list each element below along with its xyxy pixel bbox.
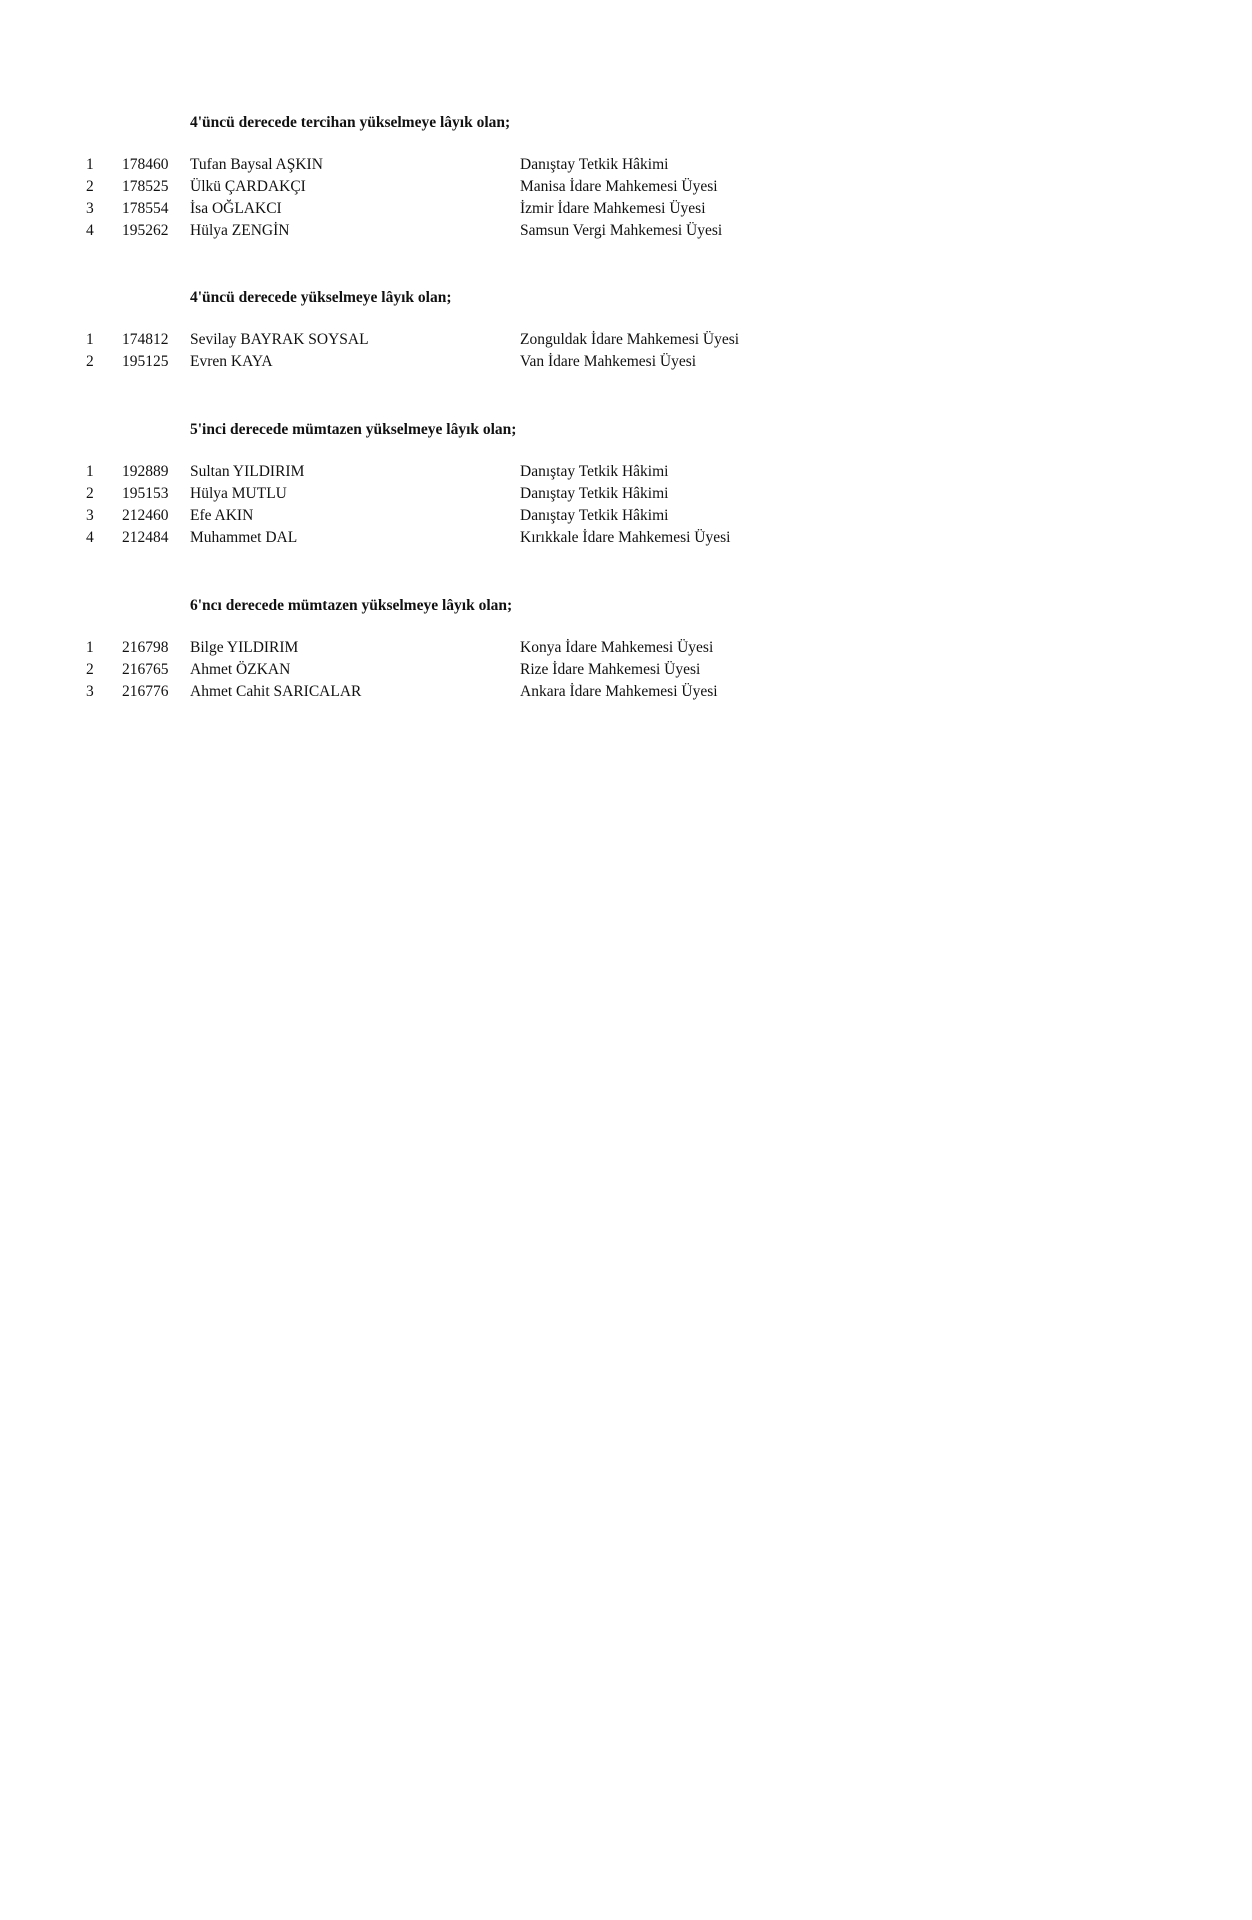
row-number: 3 [86, 200, 94, 217]
list-item [0, 529, 1252, 551]
person-name: Hülya ZENGİN [190, 222, 290, 239]
office-title: Samsun Vergi Mahkemesi Üyesi [520, 222, 723, 239]
row-number: 2 [86, 178, 94, 195]
office-title: Manisa İdare Mahkemesi Üyesi [520, 178, 718, 195]
office-title: Konya İdare Mahkemesi Üyesi [520, 639, 714, 656]
registry-number: 195125 [122, 353, 169, 370]
person-name: İsa OĞLAKCI [190, 200, 282, 217]
person-name: Evren KAYA [190, 353, 273, 370]
office-title: Danıştay Tetkik Hâkimi [520, 507, 669, 524]
list-item [0, 156, 1252, 178]
list-item [0, 200, 1252, 222]
office-title: Rize İdare Mahkemesi Üyesi [520, 661, 701, 678]
list-item [0, 178, 1252, 200]
list-item [0, 463, 1252, 485]
section-title: 6'ncı derecede mümtazen yükselmeye lâyık olan; [190, 597, 513, 614]
registry-number: 216798 [122, 639, 169, 656]
office-title: Zonguldak İdare Mahkemesi Üyesi [520, 331, 740, 348]
row-number: 4 [86, 222, 94, 239]
person-name: Sultan YILDIRIM [190, 463, 305, 480]
row-number: 3 [86, 683, 94, 700]
list-item [0, 639, 1252, 661]
row-number: 1 [86, 463, 94, 480]
row-number: 2 [86, 353, 94, 370]
list [0, 331, 1252, 375]
person-name: Hülya MUTLU [190, 485, 287, 502]
person-name: Ahmet Cahit SARICALAR [190, 683, 362, 700]
list [0, 156, 1252, 244]
registry-number: 195153 [122, 485, 169, 502]
person-name: Sevilay BAYRAK SOYSAL [190, 331, 369, 348]
office-title: Ankara İdare Mahkemesi Üyesi [520, 683, 718, 700]
person-name: Tufan Baysal AŞKIN [190, 156, 323, 173]
row-number: 2 [86, 661, 94, 678]
office-title: Kırıkkale İdare Mahkemesi Üyesi [520, 529, 731, 546]
office-title: Van İdare Mahkemesi Üyesi [520, 353, 697, 370]
list-item [0, 331, 1252, 353]
person-name: Efe AKIN [190, 507, 254, 524]
person-name: Ülkü ÇARDAKÇI [190, 178, 306, 195]
registry-number: 178525 [122, 178, 169, 195]
registry-number: 212460 [122, 507, 169, 524]
registry-number: 178554 [122, 200, 169, 217]
row-number: 3 [86, 507, 94, 524]
section-title: 5'inci derecede mümtazen yükselmeye lâyık olan; [190, 421, 517, 438]
registry-number: 178460 [122, 156, 169, 173]
list-item [0, 661, 1252, 683]
row-number: 1 [86, 331, 94, 348]
list-item [0, 683, 1252, 705]
office-title: Danıştay Tetkik Hâkimi [520, 463, 669, 480]
office-title: Danıştay Tetkik Hâkimi [520, 485, 669, 502]
registry-number: 174812 [122, 331, 169, 348]
list [0, 639, 1252, 705]
office-title: Danıştay Tetkik Hâkimi [520, 156, 669, 173]
section-title: 4'üncü derecede yükselmeye lâyık olan; [190, 289, 452, 306]
person-name: Muhammet DAL [190, 529, 298, 546]
registry-number: 195262 [122, 222, 169, 239]
list-item [0, 353, 1252, 375]
person-name: Ahmet ÖZKAN [190, 661, 291, 678]
list-item [0, 222, 1252, 244]
list [0, 463, 1252, 551]
registry-number: 216776 [122, 683, 169, 700]
registry-number: 212484 [122, 529, 169, 546]
person-name: Bilge YILDIRIM [190, 639, 299, 656]
row-number: 1 [86, 156, 94, 173]
row-number: 4 [86, 529, 94, 546]
list-item [0, 507, 1252, 529]
row-number: 2 [86, 485, 94, 502]
list-item [0, 485, 1252, 507]
section-title: 4'üncü derecede tercihan yükselmeye lâyık olan; [190, 114, 511, 131]
row-number: 1 [86, 639, 94, 656]
office-title: İzmir İdare Mahkemesi Üyesi [520, 200, 706, 217]
registry-number: 216765 [122, 661, 169, 678]
registry-number: 192889 [122, 463, 169, 480]
